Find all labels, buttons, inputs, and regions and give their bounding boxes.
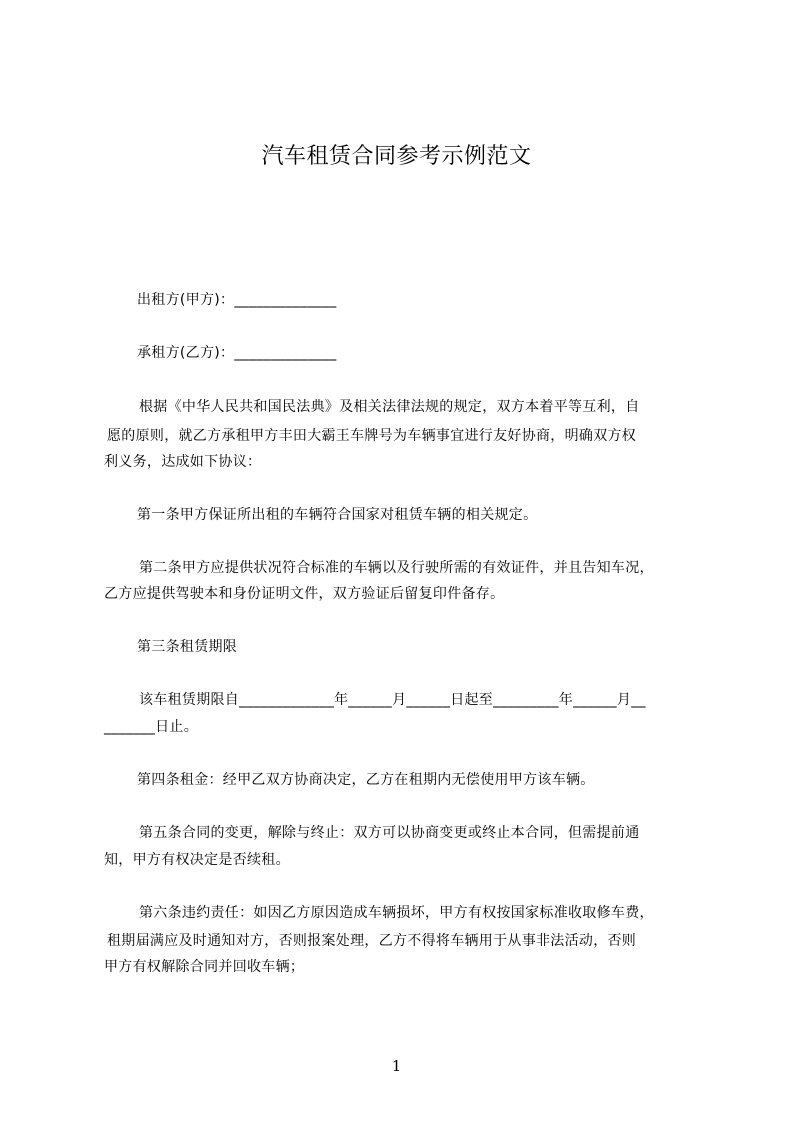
article-1-line: 第一条甲方保证所出租的车辆符合国家对租赁车辆的相关规定。 — [137, 507, 538, 523]
lessee-party-line: 承租方(乙方)：______________ — [137, 345, 337, 361]
page-number: 1 — [391, 1057, 402, 1075]
preamble-line-1: 根据《中华人民共和国民法典》及相关法律法规的规定，双方本着平等互利，自 — [139, 399, 640, 415]
article-2-line-2: 乙方应提供驾驶本和身份证明文件，双方验证后留复印件备存。 — [104, 586, 505, 602]
article-4-line: 第四条租金：经甲乙双方协商决定，乙方在租期内无偿使用甲方该车辆。 — [137, 772, 595, 788]
preamble-line-3: 利义务，达成如下协议： — [104, 454, 262, 470]
lessor-party-line: 出租方(甲方)：______________ — [137, 292, 337, 308]
article-3-term-line-2: _______日止。 — [104, 719, 198, 735]
article-3-heading: 第三条租赁期限 — [137, 639, 238, 655]
article-6-line-1: 第六条违约责任：如因乙方原因造成车辆损坏，甲方有权按国家标准收取修车费， — [139, 905, 654, 921]
article-5-line-2: 知，甲方有权决定是否续租。 — [104, 852, 290, 868]
article-6-line-2: 租期届满应及时通知对方，否则报案处理，乙方不得将车辆用于从事非法活动，否则 — [107, 933, 637, 949]
article-2-line-1: 第二条甲方应提供状况符合标准的车辆以及行驶所需的有效证件，并且告知车况， — [139, 560, 654, 576]
article-6-line-3: 甲方有权解除合同并回收车辆； — [104, 959, 305, 975]
article-5-line-1: 第五条合同的变更，解除与终止：双方可以协商变更或终止本合同，但需提前通 — [139, 825, 640, 841]
preamble-line-2: 愿的原则，就乙方承租甲方丰田大霸王车牌号为车辆事宜进行友好协商，明确双方权 — [107, 428, 637, 444]
article-3-term-line-1: 该车租赁期限自_____________年______月______日起至_________年______月__ — [139, 692, 646, 708]
document-title: 汽车租赁合同参考示例范文 — [261, 144, 532, 169]
